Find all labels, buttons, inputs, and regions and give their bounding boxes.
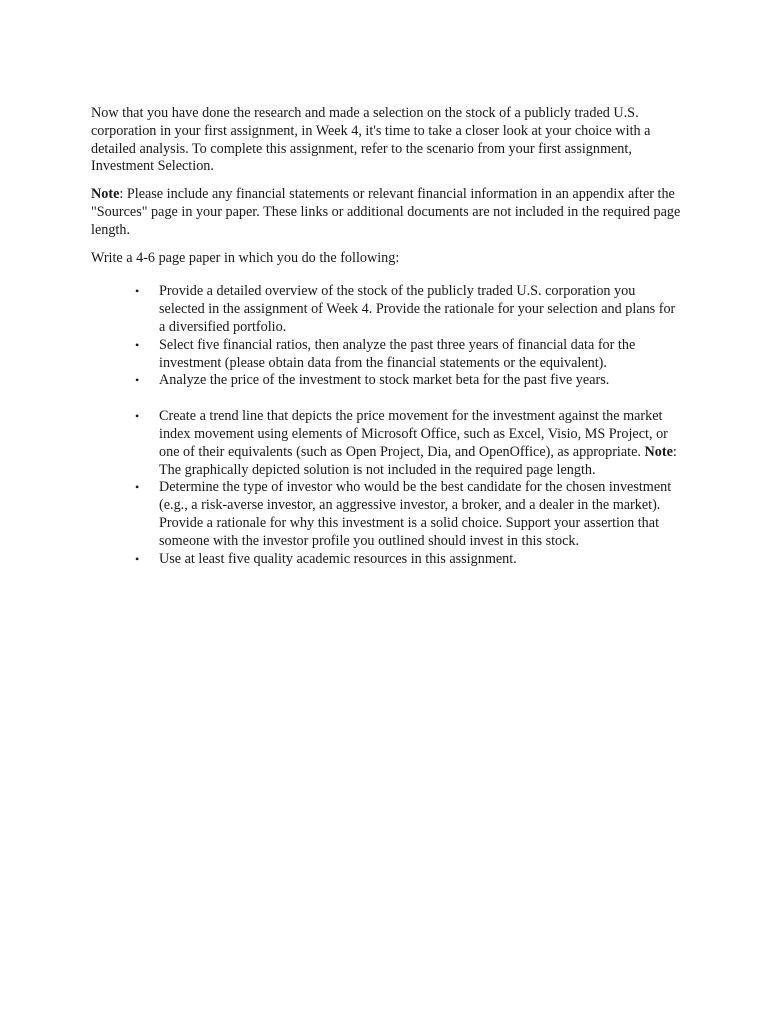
instruction-paragraph: Write a 4-6 page paper in which you do the following: — [91, 249, 400, 266]
bullet-icon: • — [135, 337, 140, 352]
list-item — [91, 408, 683, 479]
list-item — [91, 372, 683, 390]
note-text: : Please include any financial statements or relevant financial information in an appendix after the "Sources" page in your paper. These links or additional documents are not included in the required page length. — [91, 186, 681, 238]
note-paragraph — [91, 186, 683, 239]
bullet-icon: • — [135, 551, 140, 566]
task-note-text: : The graphically depicted solution is not included in the required page length. — [159, 443, 677, 478]
document-body — [91, 105, 683, 568]
task-text: Analyze the price of the investment to stock market beta for the past five years. — [159, 372, 610, 389]
task-text: Create a trend line that depicts the price movement for the investment against the market index movement using elements of Microsoft Office, such as Excel, Visio, MS Project, or one of their equivalents (such as Open Project, Dia, and OpenOffice), as appropriate. — [159, 408, 668, 460]
note-label: Note — [91, 186, 120, 203]
task-text: Use at least five quality academic resources in this assignment. — [159, 550, 517, 567]
bullet-icon: • — [135, 480, 140, 495]
task-text: Provide a detailed overview of the stock of the publicly traded U.S. corporation you selected in the assignment of Week 4. Provide the rationale for your selection and plans for a diversified portfolio. — [159, 283, 676, 335]
task-note-label: Note — [644, 443, 673, 460]
bullet-icon: • — [135, 409, 140, 424]
task-list — [91, 283, 683, 568]
bullet-icon: • — [135, 284, 140, 299]
bullet-icon: • — [135, 373, 140, 388]
list-item — [91, 337, 683, 373]
list-item — [91, 551, 683, 569]
intro-paragraph: Now that you have done the research and made a selection on the stock of a publicly traded U.S. corporation in your first assignment, in Week 4, it's time to take a closer look at your choice with a detailed analysis. To complete this assignment, refer to the scenario from your first assignment, Investment Selection. — [91, 105, 651, 175]
list-item — [91, 479, 683, 550]
task-text: Select five financial ratios, then analyze the past three years of financial data for the investment (please obtain data from the financial statements or the equivalent). — [159, 336, 636, 371]
task-text: Determine the type of investor who would be the best candidate for the chosen investment (e.g., a risk-averse investor, an aggressive investor, a broker, and a dealer in the market). Provide a rationale for why this investment is a solid choice. Support your assertion that someone with the investor profile you outlined should invest in this stock. — [159, 479, 672, 549]
list-item — [91, 283, 683, 336]
